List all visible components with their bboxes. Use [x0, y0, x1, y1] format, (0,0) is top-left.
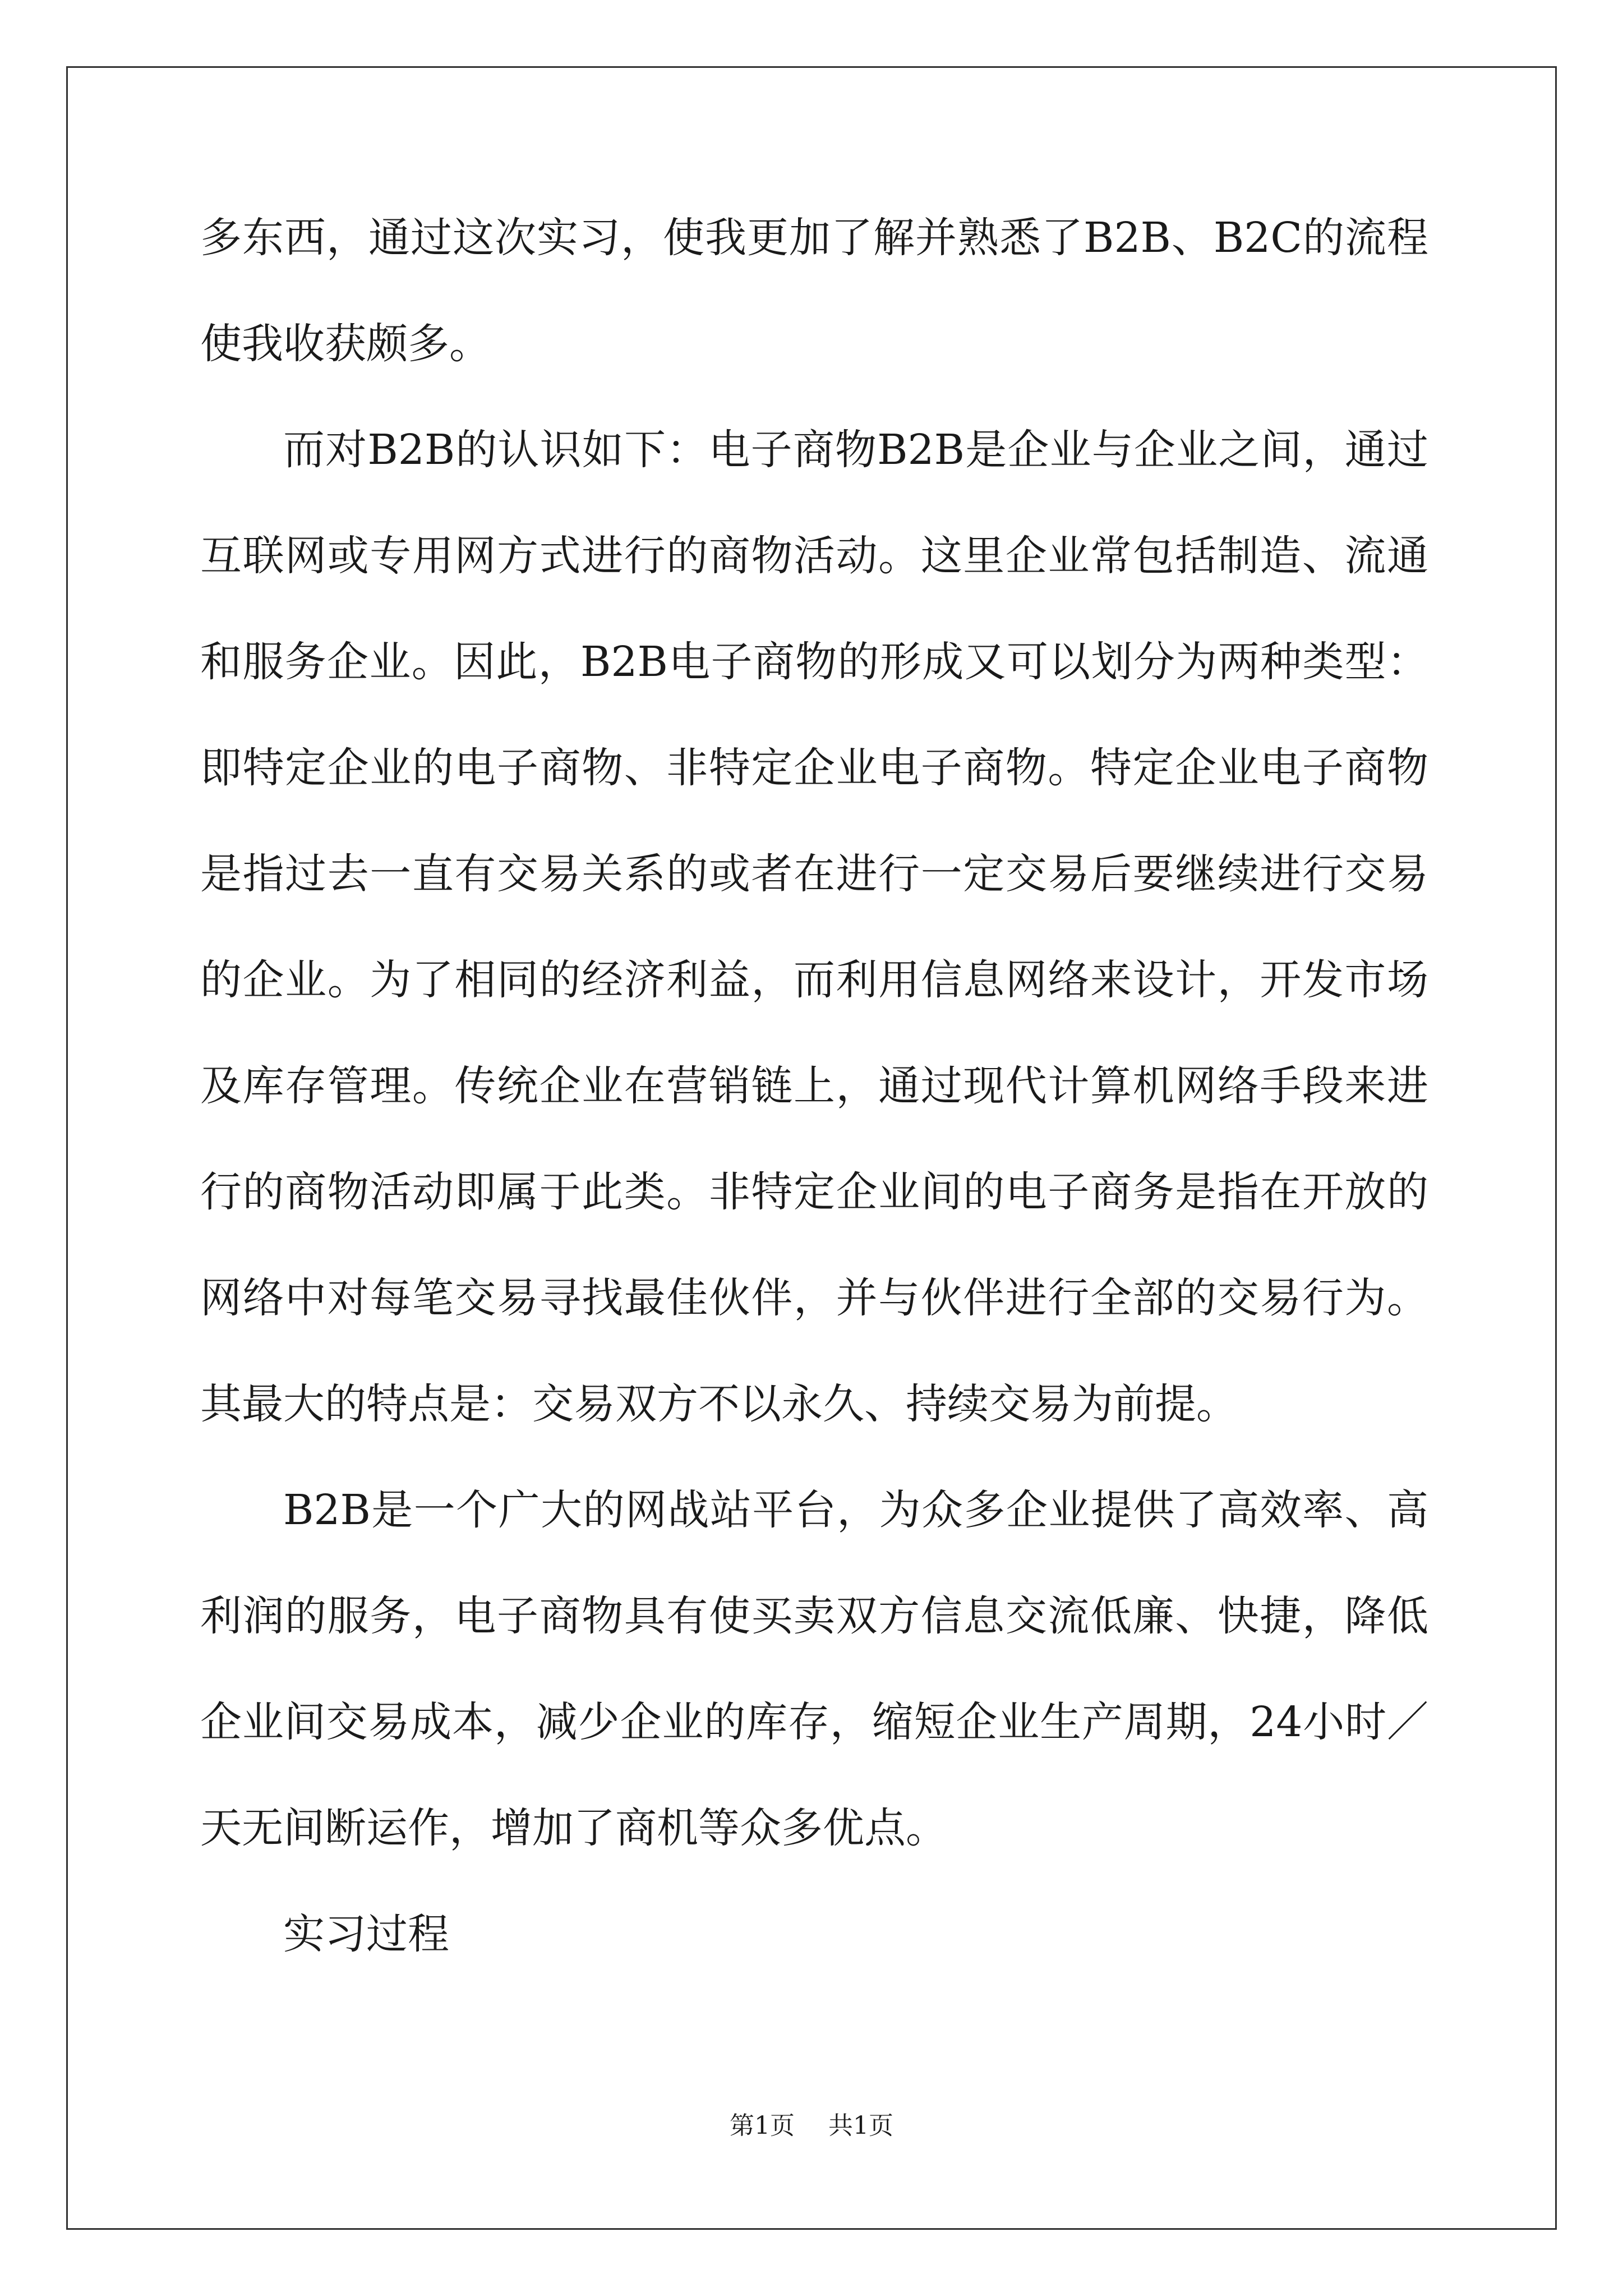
document-body: [200, 185, 1428, 1987]
paragraph-b2b-platform: B2B是一个广大的网战站平台，为众多企业提供了高效率、高利润的服务，电子商物具有使买卖双方信息交流低廉、快捷，降低企业间交易成本，减少企业的库存，缩短企业生产周期，24小时／天无间断运作，增加了商机等众多优点。: [200, 1486, 1428, 1852]
page-footer: [0, 2109, 1623, 2143]
page-number-total: 共1页: [828, 2111, 893, 2140]
paragraph-continuation: 多东西，通过这次实习，使我更加了解并熟悉了B2B、B2C的流程使我收获颇多。: [200, 214, 1428, 368]
page-number-current: 第1页: [730, 2111, 795, 2140]
section-heading: 实习过程: [283, 1910, 449, 1958]
paragraph-b2b-definition: 而对B2B的认识如下：电子商物B2B是企业与企业之间，通过互联网或专用网方式进行的商物活动。这里企业常包括制造、流通和服务企业。因此，B2B电子商物的形成又可以划分为两种类型：即特定企业的电子商物、非特定企业电子商物。特定企业电子商物是指过去一直有交易关系的或者在进行一定交易后要继续进行交易的企业。为了相同的经济利益，而利用信息网络来设计，开发市场及库存管理。传统企业在营销链上，通过现代计算机网络手段来进行的商物活动即属于此类。非特定企业间的电子商务是指在开放的网络中对每笔交易寻找最佳伙伴，并与伙伴进行全部的交易行为。其最大的特点是：交易双方不以永久、持续交易为前提。: [200, 426, 1428, 1428]
